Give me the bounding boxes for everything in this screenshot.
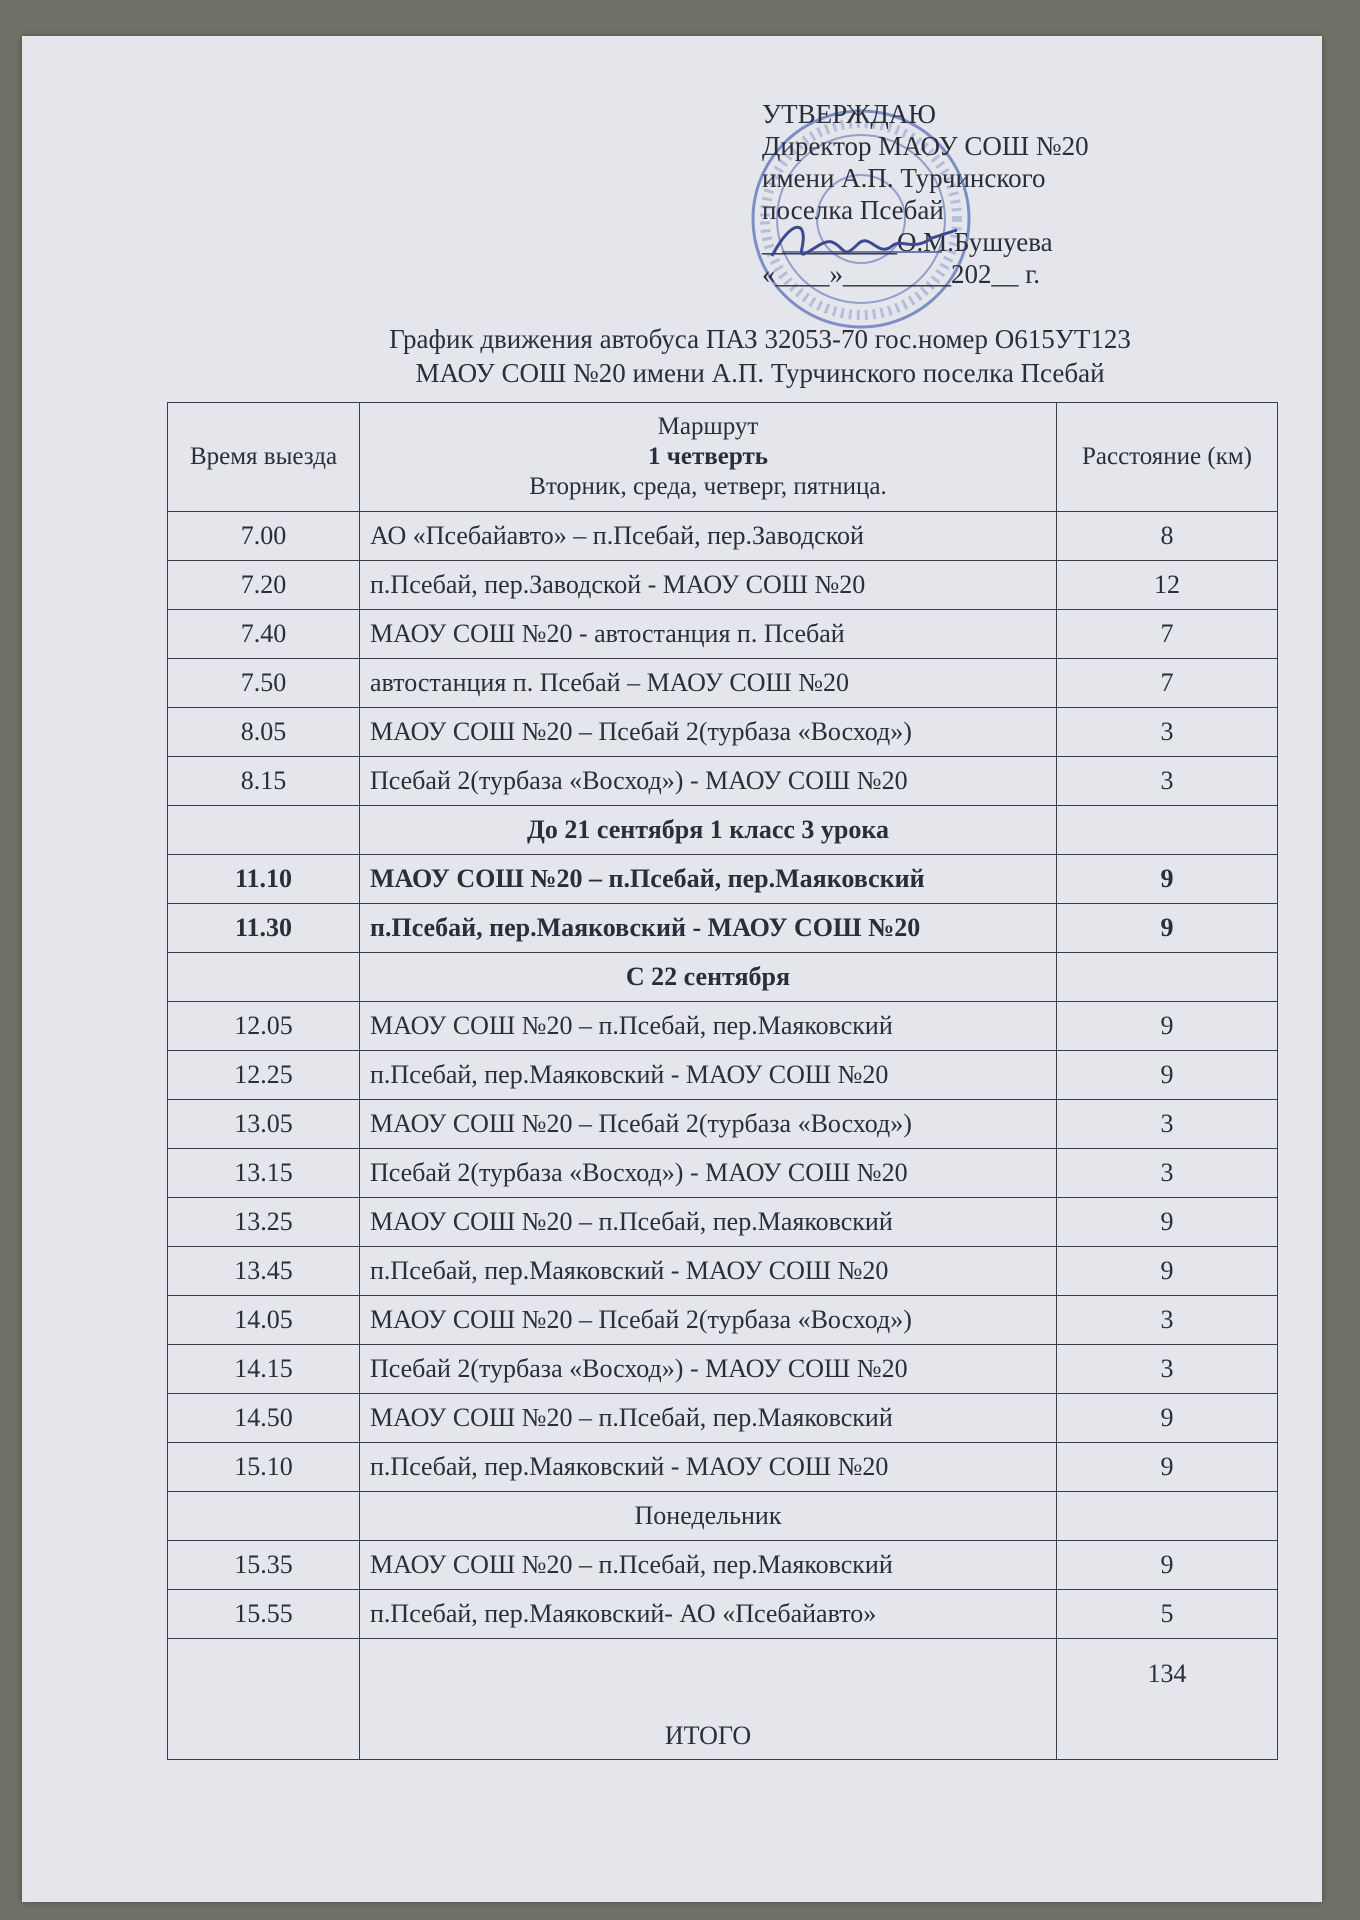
bus-schedule-table bbox=[167, 402, 1278, 1760]
distance-cell: 5 bbox=[1057, 1590, 1278, 1639]
header-route-title: Маршрут bbox=[657, 413, 759, 440]
route-cell: п.Псебай, пер.Заводской - МАОУ СОШ №20 bbox=[360, 561, 1057, 610]
time-cell: 7.50 bbox=[168, 659, 360, 708]
table-row bbox=[168, 561, 1278, 610]
approval-line: __________О.М.Бушуева bbox=[762, 227, 1053, 257]
route-cell: МАОУ СОШ №20 – Псебай 2(турбаза «Восход») bbox=[360, 1100, 1057, 1149]
heading-line-1: График движения автобуса ПАЗ 32053-70 гос.номер О615УТ123 bbox=[389, 324, 1131, 354]
table-row bbox=[168, 512, 1278, 561]
table-cell bbox=[168, 806, 360, 855]
time-cell: 7.20 bbox=[168, 561, 360, 610]
total-value: 134 bbox=[1057, 1639, 1278, 1760]
route-cell: п.Псебай, пер.Маяковский - МАОУ СОШ №20 bbox=[360, 1247, 1057, 1296]
time-cell: 14.05 bbox=[168, 1296, 360, 1345]
header-route-days: Вторник, среда, четверг, пятница. bbox=[529, 473, 887, 500]
distance-cell: 12 bbox=[1057, 561, 1278, 610]
section-row bbox=[168, 953, 1278, 1002]
header-distance: Расстояние (км) bbox=[1057, 403, 1278, 512]
signature-icon bbox=[762, 208, 962, 278]
distance-cell: 9 bbox=[1057, 1394, 1278, 1443]
route-cell: Псебай 2(турбаза «Восход») - МАОУ СОШ №20 bbox=[360, 757, 1057, 806]
table-row bbox=[168, 1247, 1278, 1296]
distance-cell: 9 bbox=[1057, 1541, 1278, 1590]
table-row bbox=[168, 1051, 1278, 1100]
approval-line: имени А.П. Турчинского bbox=[762, 163, 1046, 193]
distance-cell: 3 bbox=[1057, 1149, 1278, 1198]
approval-line: «____»________202__ г. bbox=[762, 259, 1041, 289]
time-cell: 12.25 bbox=[168, 1051, 360, 1100]
section-row bbox=[168, 1492, 1278, 1541]
time-cell: 13.05 bbox=[168, 1100, 360, 1149]
route-cell: п.Псебай, пер.Маяковский- АО «Псебайавто» bbox=[360, 1590, 1057, 1639]
table-row bbox=[168, 1443, 1278, 1492]
table-cell bbox=[1057, 806, 1278, 855]
route-cell: п.Псебай, пер.Маяковский - МАОУ СОШ №20 bbox=[360, 1443, 1057, 1492]
table-row bbox=[168, 1541, 1278, 1590]
time-cell: 7.00 bbox=[168, 512, 360, 561]
total-row bbox=[168, 1639, 1278, 1760]
total-label: ИТОГО bbox=[360, 1639, 1057, 1760]
route-cell: МАОУ СОШ №20 – п.Псебай, пер.Маяковский bbox=[360, 1198, 1057, 1247]
section-title: С 22 сентября bbox=[360, 953, 1057, 1002]
time-cell: 14.50 bbox=[168, 1394, 360, 1443]
time-cell: 15.10 bbox=[168, 1443, 360, 1492]
approval-line: УТВЕРЖДАЮ bbox=[762, 99, 937, 129]
table-row bbox=[168, 1394, 1278, 1443]
route-cell: МАОУ СОШ №20 – Псебай 2(турбаза «Восход») bbox=[360, 1296, 1057, 1345]
approval-line: поселка Псебай bbox=[762, 195, 944, 225]
table-row bbox=[168, 855, 1278, 904]
route-cell: п.Псебай, пер.Маяковский - МАОУ СОШ №20 bbox=[360, 1051, 1057, 1100]
header-route-quarter: 1 четверть bbox=[648, 443, 768, 470]
table-cell bbox=[168, 1639, 360, 1760]
table-row bbox=[168, 1002, 1278, 1051]
route-cell: МАОУ СОШ №20 – Псебай 2(турбаза «Восход») bbox=[360, 708, 1057, 757]
route-cell: МАОУ СОШ №20 – п.Псебай, пер.Маяковский bbox=[360, 1541, 1057, 1590]
distance-cell: 7 bbox=[1057, 610, 1278, 659]
route-cell: автостанция п. Псебай – МАОУ СОШ №20 bbox=[360, 659, 1057, 708]
heading-line-2: МАОУ СОШ №20 имени А.П. Турчинского поселка Псебай bbox=[415, 358, 1105, 388]
table-header-row bbox=[168, 403, 1278, 512]
distance-cell: 9 bbox=[1057, 904, 1278, 953]
route-cell: п.Псебай, пер.Маяковский - МАОУ СОШ №20 bbox=[360, 904, 1057, 953]
distance-cell: 9 bbox=[1057, 1002, 1278, 1051]
distance-cell: 9 bbox=[1057, 1247, 1278, 1296]
route-cell: Псебай 2(турбаза «Восход») - МАОУ СОШ №20 bbox=[360, 1345, 1057, 1394]
distance-cell: 3 bbox=[1057, 1345, 1278, 1394]
table-row bbox=[168, 757, 1278, 806]
route-cell: Псебай 2(турбаза «Восход») - МАОУ СОШ №20 bbox=[360, 1149, 1057, 1198]
route-cell: АО «Псебайавто» – п.Псебай, пер.Заводской bbox=[360, 512, 1057, 561]
table-row bbox=[168, 659, 1278, 708]
table-row bbox=[168, 1100, 1278, 1149]
distance-cell: 9 bbox=[1057, 855, 1278, 904]
time-cell: 14.15 bbox=[168, 1345, 360, 1394]
distance-cell: 9 bbox=[1057, 1198, 1278, 1247]
table-row bbox=[168, 1345, 1278, 1394]
time-cell: 11.10 bbox=[168, 855, 360, 904]
table-row bbox=[168, 1149, 1278, 1198]
distance-cell: 7 bbox=[1057, 659, 1278, 708]
distance-cell: 9 bbox=[1057, 1443, 1278, 1492]
time-cell: 11.30 bbox=[168, 904, 360, 953]
route-cell: МАОУ СОШ №20 – п.Псебай, пер.Маяковский bbox=[360, 1002, 1057, 1051]
distance-cell: 3 bbox=[1057, 757, 1278, 806]
approval-line: Директор МАОУ СОШ №20 bbox=[762, 131, 1089, 161]
table-cell bbox=[168, 1492, 360, 1541]
time-cell: 12.05 bbox=[168, 1002, 360, 1051]
table-row bbox=[168, 708, 1278, 757]
table-cell bbox=[1057, 1492, 1278, 1541]
table-row bbox=[168, 1590, 1278, 1639]
time-cell: 8.15 bbox=[168, 757, 360, 806]
distance-cell: 3 bbox=[1057, 1296, 1278, 1345]
time-cell: 13.25 bbox=[168, 1198, 360, 1247]
header-time: Время выезда bbox=[168, 403, 360, 512]
route-cell: МАОУ СОШ №20 – п.Псебай, пер.Маяковский bbox=[360, 855, 1057, 904]
section-row bbox=[168, 806, 1278, 855]
section-title: До 21 сентября 1 класс 3 урока bbox=[360, 806, 1057, 855]
time-cell: 15.55 bbox=[168, 1590, 360, 1639]
table-row bbox=[168, 904, 1278, 953]
time-cell: 8.05 bbox=[168, 708, 360, 757]
time-cell: 15.35 bbox=[168, 1541, 360, 1590]
distance-cell: 3 bbox=[1057, 1100, 1278, 1149]
table-row bbox=[168, 1198, 1278, 1247]
route-cell: МАОУ СОШ №20 – п.Псебай, пер.Маяковский bbox=[360, 1394, 1057, 1443]
header-route bbox=[360, 403, 1057, 512]
distance-cell: 8 bbox=[1057, 512, 1278, 561]
route-cell: МАОУ СОШ №20 - автостанция п. Псебай bbox=[360, 610, 1057, 659]
time-cell: 13.15 bbox=[168, 1149, 360, 1198]
table-row bbox=[168, 610, 1278, 659]
distance-cell: 3 bbox=[1057, 708, 1278, 757]
document-heading bbox=[160, 322, 1360, 390]
table-cell bbox=[1057, 953, 1278, 1002]
time-cell: 7.40 bbox=[168, 610, 360, 659]
section-title: Понедельник bbox=[360, 1492, 1057, 1541]
table-cell bbox=[168, 953, 360, 1002]
distance-cell: 9 bbox=[1057, 1051, 1278, 1100]
time-cell: 13.45 bbox=[168, 1247, 360, 1296]
table-row bbox=[168, 1296, 1278, 1345]
